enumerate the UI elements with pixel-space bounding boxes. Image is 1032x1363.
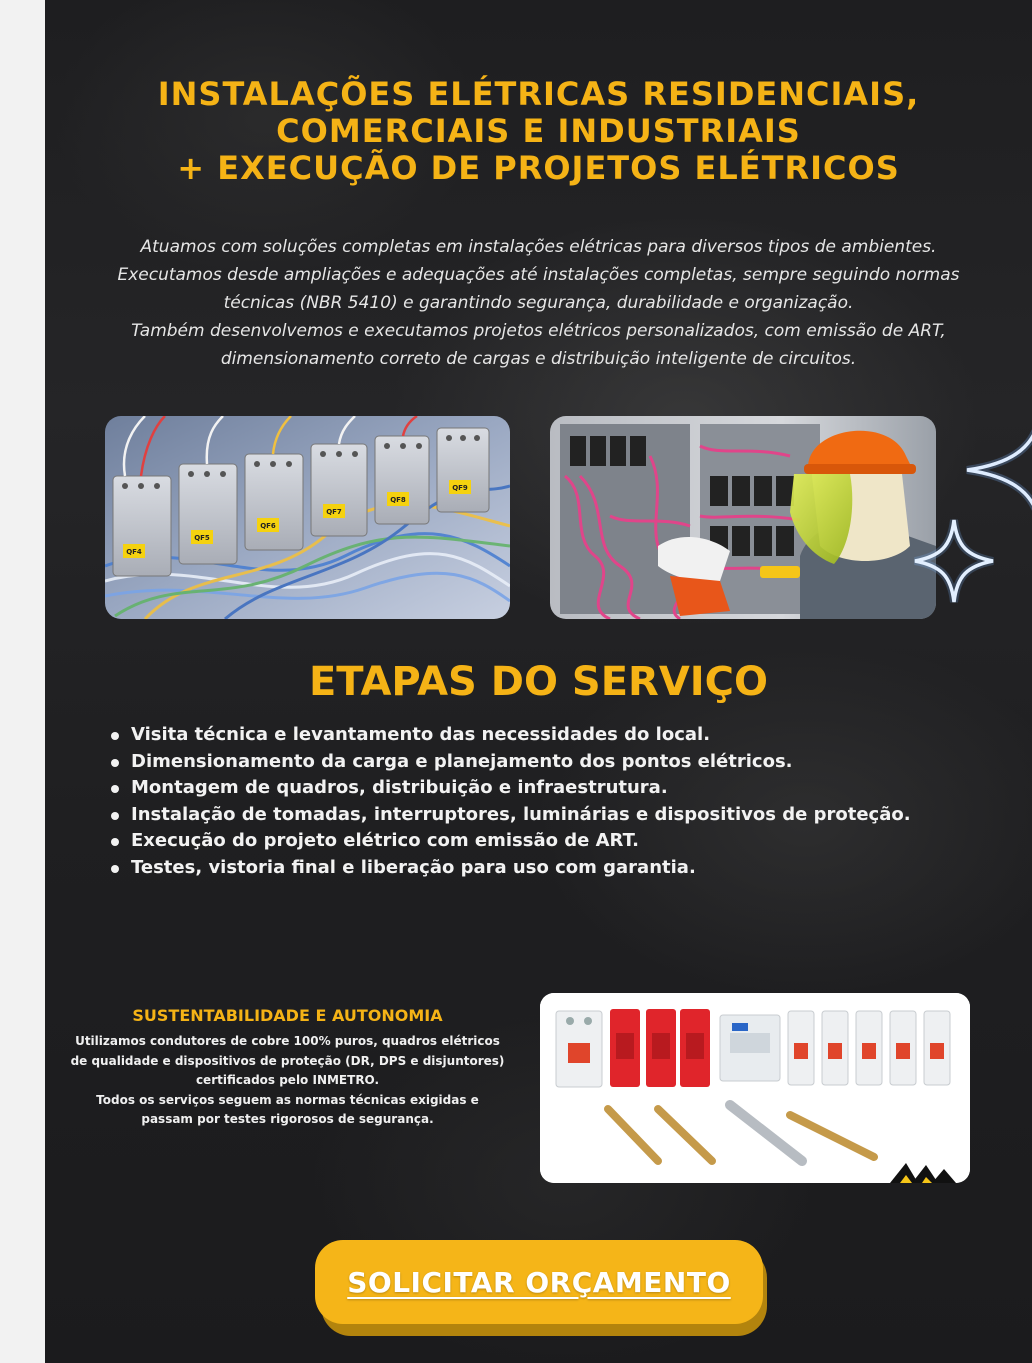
contactor-rack-illustration <box>105 416 510 619</box>
headline-line-3: + EXECUÇÃO DE PROJETOS ELÉTRICOS <box>177 149 900 187</box>
sustainability-line-4: Todos os serviços seguem as normas técnicas exigidas e <box>96 1092 479 1107</box>
contactor-rack-photo <box>105 416 510 619</box>
headline <box>45 76 1032 187</box>
electrician-photo <box>550 416 936 619</box>
sustainability-title: SUSTENTABILIDADE E AUTONOMIA <box>132 1006 443 1025</box>
intro-line-1: Atuamos com soluções completas em instalações elétricas para diversos tipos de ambientes. <box>140 237 937 257</box>
breaker-label: QF4 <box>126 548 142 556</box>
breaker-label: QF6 <box>260 522 276 530</box>
intro-line-5: dimensionamento correto de cargas e distribuição inteligente de circuitos. <box>220 349 857 369</box>
sustainability-line-2: de qualidade e dispositivos de proteção (DR, DPS e disjuntores) <box>70 1053 505 1068</box>
step-item: Dimensionamento da carga e planejamento dos pontos elétricos. <box>111 749 991 776</box>
electrician-illustration <box>550 416 936 619</box>
steps-title: ETAPAS DO SERVIÇO <box>308 659 769 705</box>
step-item: Visita técnica e levantamento das necessidades do local. <box>111 722 991 749</box>
sustainability-text <box>65 1032 510 1130</box>
intro-line-3: técnicas (NBR 5410) e garantindo segurança, durabilidade e organização. <box>223 293 854 313</box>
sustainability-line-5: passam por testes rigorosos de segurança. <box>141 1112 434 1126</box>
headline-line-1: INSTALAÇÕES ELÉTRICAS RESIDENCIAIS, <box>157 75 920 113</box>
step-item: Execução do projeto elétrico com emissão de ART. <box>111 828 991 855</box>
sparkle-small-icon <box>911 516 997 606</box>
sustainability-line-1: Utilizamos condutores de cobre 100% puros, quadros elétricos <box>75 1034 500 1048</box>
protection-devices-photo <box>540 993 970 1183</box>
breaker-label: QF9 <box>452 484 468 492</box>
protection-devices-illustration <box>540 993 970 1183</box>
intro-line-4: Também desenvolvemos e executamos projetos elétricos personalizados, com emissão de ART, <box>131 321 946 341</box>
step-item: Instalação de tomadas, interruptores, luminárias e dispositivos de proteção. <box>111 802 991 829</box>
breaker-label: QF8 <box>390 496 406 504</box>
step-item: Montagem de quadros, distribuição e infraestrutura. <box>111 775 991 802</box>
intro-line-2: Executamos desde ampliações e adequações até instalações completas, sempre seguindo normas <box>117 265 960 285</box>
intro-paragraph <box>85 233 992 373</box>
request-quote-button[interactable]: SOLICITAR ORÇAMENTO <box>315 1240 763 1324</box>
landing-page <box>45 0 1032 1363</box>
steps-list <box>111 722 991 881</box>
breaker-label: QF7 <box>326 508 342 516</box>
headline-line-2: COMERCIAIS E INDUSTRIAIS <box>276 112 801 150</box>
breaker-label: QF5 <box>194 534 210 542</box>
step-item: Testes, vistoria final e liberação para uso com garantia. <box>111 855 991 882</box>
sustainability-line-3: certificados pelo INMETRO. <box>195 1073 380 1087</box>
